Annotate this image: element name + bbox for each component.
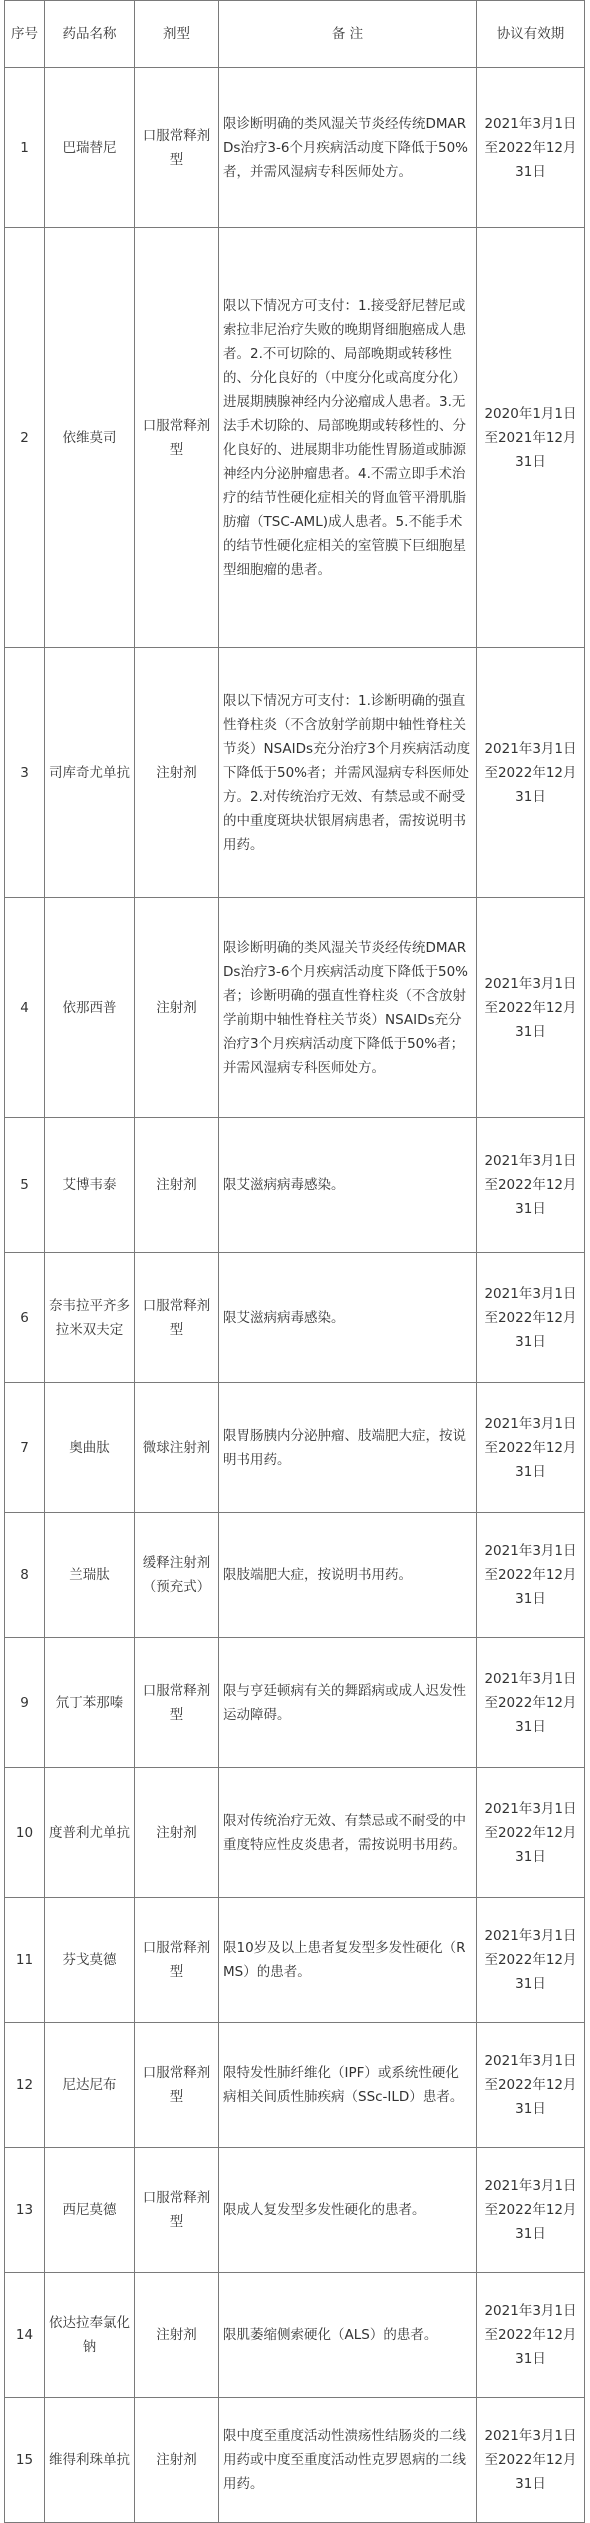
row-number: 7 bbox=[5, 1383, 45, 1513]
validity-period: 2021年3月1日至2022年12月31日 bbox=[477, 898, 585, 1118]
dosage-form: 口服常释剂型 bbox=[135, 1253, 219, 1383]
remarks: 限10岁及以上患者复发型多发性硬化（RMS）的患者。 bbox=[219, 1898, 477, 2023]
row-number: 4 bbox=[5, 898, 45, 1118]
dosage-form: 注射剂 bbox=[135, 898, 219, 1118]
drug-name: 度普利尤单抗 bbox=[45, 1768, 135, 1898]
row-number: 2 bbox=[5, 228, 45, 648]
drug-name: 艾博韦泰 bbox=[45, 1118, 135, 1253]
remarks: 限对传统治疗无效、有禁忌或不耐受的中重度特应性皮炎患者，需按说明书用药。 bbox=[219, 1768, 477, 1898]
table-row bbox=[5, 1383, 585, 1513]
header-row bbox=[5, 1, 585, 68]
validity-period: 2021年3月1日至2022年12月31日 bbox=[477, 2023, 585, 2148]
drug-name: 依维莫司 bbox=[45, 228, 135, 648]
remarks: 限以下情况方可支付：1.诊断明确的强直性脊柱炎（不含放射学前期中轴性脊柱关节炎）NSAIDs充分治疗3个月疾病活动度下降低于50%者；并需风湿病专科医师处方。2.对传统治疗无效、有禁忌或不耐受的中重度斑块状银屑病患者，需按说明书用药。 bbox=[219, 648, 477, 898]
remarks: 限诊断明确的类风湿关节炎经传统DMARDs治疗3-6个月疾病活动度下降低于50%者，并需风湿病专科医师处方。 bbox=[219, 68, 477, 228]
drug-name: 依那西普 bbox=[45, 898, 135, 1118]
dosage-form: 口服常释剂型 bbox=[135, 68, 219, 228]
drug-name: 司库奇尤单抗 bbox=[45, 648, 135, 898]
table-row bbox=[5, 648, 585, 898]
validity-period: 2021年3月1日至2022年12月31日 bbox=[477, 1513, 585, 1638]
header-remarks: 备 注 bbox=[219, 1, 477, 68]
remarks: 限诊断明确的类风湿关节炎经传统DMARDs治疗3-6个月疾病活动度下降低于50%者；诊断明确的强直性脊柱炎（不含放射学前期中轴性脊柱关节炎）NSAIDs充分治疗3个月疾病活动度下降低于50%者；并需风湿病专科医师处方。 bbox=[219, 898, 477, 1118]
remarks: 限中度至重度活动性溃疡性结肠炎的二线用药或中度至重度活动性克罗恩病的二线用药。 bbox=[219, 2398, 477, 2523]
table-row bbox=[5, 1898, 585, 2023]
row-number: 8 bbox=[5, 1513, 45, 1638]
dosage-form: 口服常释剂型 bbox=[135, 2148, 219, 2273]
dosage-form: 注射剂 bbox=[135, 648, 219, 898]
validity-period: 2021年3月1日至2022年12月31日 bbox=[477, 68, 585, 228]
remarks: 限成人复发型多发性硬化的患者。 bbox=[219, 2148, 477, 2273]
drug-name: 西尼莫德 bbox=[45, 2148, 135, 2273]
row-number: 14 bbox=[5, 2273, 45, 2398]
drug-name: 芬戈莫德 bbox=[45, 1898, 135, 2023]
header-drug-name: 药品名称 bbox=[45, 1, 135, 68]
dosage-form: 注射剂 bbox=[135, 2273, 219, 2398]
remarks: 限肢端肥大症，按说明书用药。 bbox=[219, 1513, 477, 1638]
remarks: 限艾滋病病毒感染。 bbox=[219, 1118, 477, 1253]
table-row bbox=[5, 1638, 585, 1768]
validity-period: 2021年3月1日至2022年12月31日 bbox=[477, 1253, 585, 1383]
header-dosage-form: 剂型 bbox=[135, 1, 219, 68]
header-validity-period: 协议有效期 bbox=[477, 1, 585, 68]
row-number: 15 bbox=[5, 2398, 45, 2523]
row-number: 5 bbox=[5, 1118, 45, 1253]
table-row bbox=[5, 1118, 585, 1253]
drug-name: 兰瑞肽 bbox=[45, 1513, 135, 1638]
drug-name: 维得利珠单抗 bbox=[45, 2398, 135, 2523]
remarks: 限胃肠胰内分泌肿瘤、肢端肥大症，按说明书用药。 bbox=[219, 1383, 477, 1513]
row-number: 9 bbox=[5, 1638, 45, 1768]
row-number: 1 bbox=[5, 68, 45, 228]
row-number: 3 bbox=[5, 648, 45, 898]
table-row bbox=[5, 228, 585, 648]
drug-name: 氘丁苯那嗪 bbox=[45, 1638, 135, 1768]
table-row bbox=[5, 68, 585, 228]
dosage-form: 注射剂 bbox=[135, 2398, 219, 2523]
table-row bbox=[5, 2398, 585, 2523]
table-row bbox=[5, 2273, 585, 2398]
row-number: 13 bbox=[5, 2148, 45, 2273]
remarks: 限肌萎缩侧索硬化（ALS）的患者。 bbox=[219, 2273, 477, 2398]
dosage-form: 口服常释剂型 bbox=[135, 2023, 219, 2148]
table-row bbox=[5, 1253, 585, 1383]
row-number: 6 bbox=[5, 1253, 45, 1383]
dosage-form: 口服常释剂型 bbox=[135, 1898, 219, 2023]
validity-period: 2021年3月1日至2022年12月31日 bbox=[477, 2148, 585, 2273]
header-number: 序号 bbox=[5, 1, 45, 68]
dosage-form: 缓释注射剂（预充式） bbox=[135, 1513, 219, 1638]
drug-name: 奈韦拉平齐多拉米双夫定 bbox=[45, 1253, 135, 1383]
dosage-form: 口服常释剂型 bbox=[135, 228, 219, 648]
table-row bbox=[5, 2148, 585, 2273]
drug-name: 奥曲肽 bbox=[45, 1383, 135, 1513]
remarks: 限与亨廷顿病有关的舞蹈病或成人迟发性运动障碍。 bbox=[219, 1638, 477, 1768]
validity-period: 2021年3月1日至2022年12月31日 bbox=[477, 1638, 585, 1768]
dosage-form: 口服常释剂型 bbox=[135, 1638, 219, 1768]
drug-name: 依达拉奉氯化钠 bbox=[45, 2273, 135, 2398]
validity-period: 2021年3月1日至2022年12月31日 bbox=[477, 648, 585, 898]
validity-period: 2021年3月1日至2022年12月31日 bbox=[477, 1898, 585, 2023]
drug-name: 尼达尼布 bbox=[45, 2023, 135, 2148]
validity-period: 2020年1月1日至2021年12月31日 bbox=[477, 228, 585, 648]
remarks: 限艾滋病病毒感染。 bbox=[219, 1253, 477, 1383]
table-row bbox=[5, 1768, 585, 1898]
validity-period: 2021年3月1日至2022年12月31日 bbox=[477, 1768, 585, 1898]
table-row bbox=[5, 2023, 585, 2148]
remarks: 限以下情况方可支付：1.接受舒尼替尼或索拉非尼治疗失败的晚期肾细胞癌成人患者。2.不可切除的、局部晚期或转移性的、分化良好的（中度分化或高度分化）进展期胰腺神经内分泌瘤成人患者。3.无法手术切除的、局部晚期或转移性的、分化良好的、进展期非功能性胃肠道或肺源神经内分泌肿瘤患者。4.不需立即手术治疗的结节性硬化症相关的肾血管平滑肌脂肪瘤（TSC-AML)成人患者。5.不能手术的结节性硬化症相关的室管膜下巨细胞星型细胞瘤的患者。 bbox=[219, 228, 477, 648]
validity-period: 2021年3月1日至2022年12月31日 bbox=[477, 1383, 585, 1513]
row-number: 12 bbox=[5, 2023, 45, 2148]
table-row bbox=[5, 898, 585, 1118]
row-number: 10 bbox=[5, 1768, 45, 1898]
validity-period: 2021年3月1日至2022年12月31日 bbox=[477, 2398, 585, 2523]
row-number: 11 bbox=[5, 1898, 45, 2023]
dosage-form: 注射剂 bbox=[135, 1118, 219, 1253]
table-row bbox=[5, 1513, 585, 1638]
drug-name: 巴瑞替尼 bbox=[45, 68, 135, 228]
drug-agreement-table bbox=[4, 0, 585, 2523]
validity-period: 2021年3月1日至2022年12月31日 bbox=[477, 1118, 585, 1253]
validity-period: 2021年3月1日至2022年12月31日 bbox=[477, 2273, 585, 2398]
dosage-form: 微球注射剂 bbox=[135, 1383, 219, 1513]
remarks: 限特发性肺纤维化（IPF）或系统性硬化病相关间质性肺疾病（SSc-ILD）患者。 bbox=[219, 2023, 477, 2148]
dosage-form: 注射剂 bbox=[135, 1768, 219, 1898]
